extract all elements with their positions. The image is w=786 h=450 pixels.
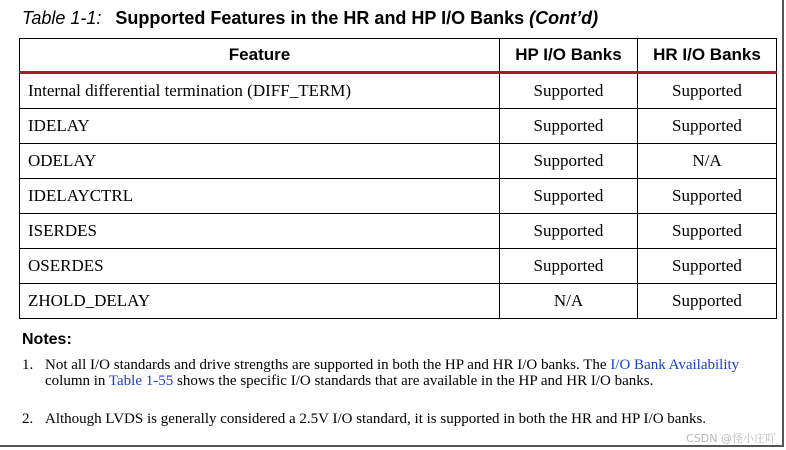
page-border-right: [782, 0, 784, 447]
features-table: [19, 38, 777, 319]
note-text: shows the specific I/O standards that are available in the HP and HR I/O banks.: [173, 373, 654, 389]
feature-cell: Internal differential termination (DIFF_TERM): [20, 73, 500, 109]
note-number: 1.: [22, 357, 34, 373]
note-text: Not all I/O standards and drive strengths are supported in both the HP and HR I/O banks. The: [45, 357, 611, 373]
header-feature: Feature: [20, 39, 500, 73]
hp-support-cell: Supported: [500, 249, 638, 284]
hr-support-cell: Supported: [638, 73, 777, 109]
hp-support-cell: Supported: [500, 109, 638, 144]
feature-cell: IDELAY: [20, 109, 500, 144]
hr-support-cell: Supported: [638, 179, 777, 214]
hr-support-cell: Supported: [638, 109, 777, 144]
header-hp-io-banks: HP I/O Banks: [500, 39, 638, 73]
hp-support-cell: Supported: [500, 179, 638, 214]
table-row: [20, 284, 777, 319]
table-row: [20, 144, 777, 179]
watermark: CSDN @怪小庄吖: [686, 432, 776, 445]
table-header-row: [20, 39, 777, 73]
feature-cell: OSERDES: [20, 249, 500, 284]
feature-cell: ZHOLD_DELAY: [20, 284, 500, 319]
note-text: column in: [45, 373, 109, 389]
hp-support-cell: N/A: [500, 284, 638, 319]
notes-heading: Notes:: [22, 331, 72, 348]
table-row: [20, 73, 777, 109]
hr-support-cell: Supported: [638, 284, 777, 319]
table-row: [20, 214, 777, 249]
hr-support-cell: Supported: [638, 249, 777, 284]
io-bank-availability-link[interactable]: I/O Bank Availability: [610, 357, 740, 373]
table-row: [20, 249, 777, 284]
feature-cell: ISERDES: [20, 214, 500, 249]
hp-support-cell: Supported: [500, 144, 638, 179]
table-caption-title: Supported Features in the HR and HP I/O Banks: [115, 8, 525, 28]
table-caption: [22, 8, 598, 29]
table-row: [20, 109, 777, 144]
feature-cell: IDELAYCTRL: [20, 179, 500, 214]
hr-support-cell: Supported: [638, 214, 777, 249]
hp-support-cell: Supported: [500, 73, 638, 109]
feature-cell: ODELAY: [20, 144, 500, 179]
page-border-bottom: [0, 445, 784, 447]
hr-support-cell: N/A: [638, 144, 777, 179]
note-body: Although LVDS is generally considered a 2.5V I/O standard, it is supported in both the HR and HP I/O banks.: [45, 411, 707, 427]
note-number: 2.: [22, 411, 34, 427]
table-1-55-link[interactable]: Table 1-55: [108, 373, 174, 389]
hp-support-cell: Supported: [500, 214, 638, 249]
table-caption-label: Table 1-1:: [22, 8, 102, 28]
table-row: [20, 179, 777, 214]
note-body: [45, 357, 770, 389]
header-hr-io-banks: HR I/O Banks: [638, 39, 777, 73]
table-caption-cont: (Cont’d): [529, 8, 599, 28]
